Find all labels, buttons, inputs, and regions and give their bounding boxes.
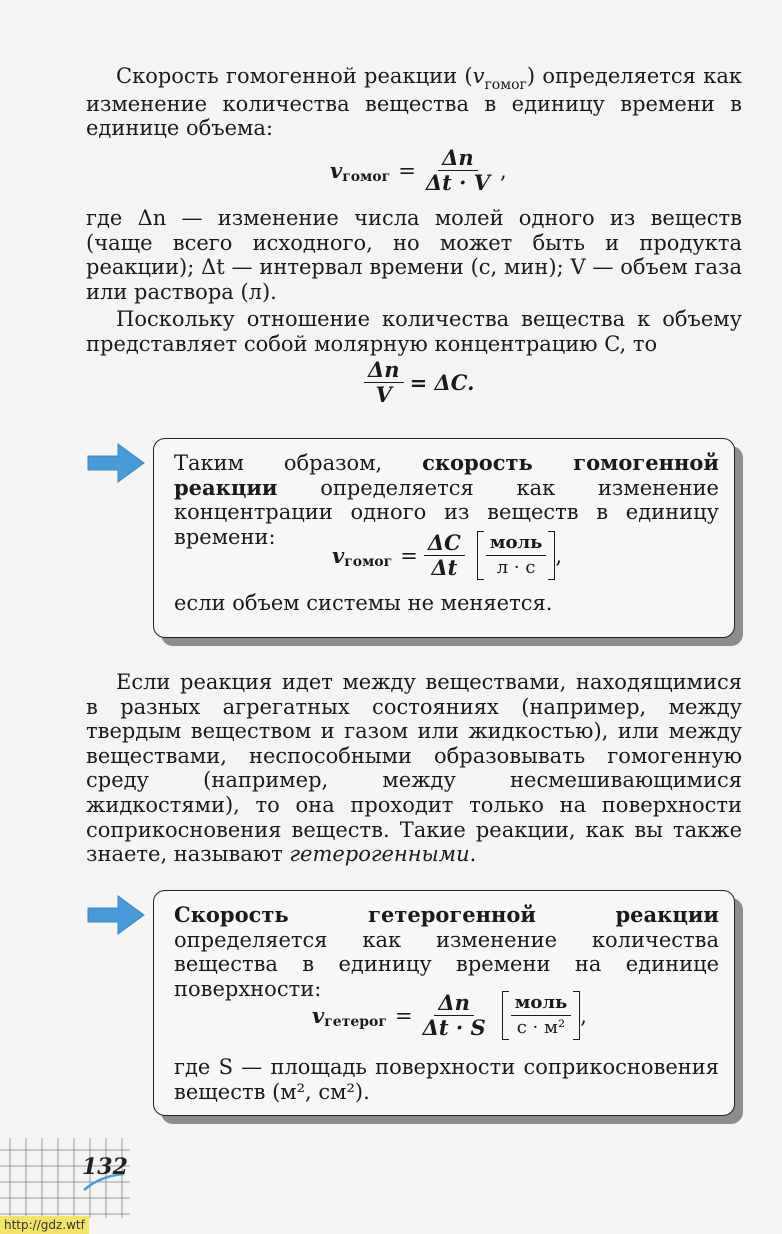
f2-denominator: V <box>375 382 392 407</box>
box2-rest: определяется как изменение количества вещества в единицу времени на единице поверхности: <box>174 927 719 1001</box>
f2-rhs: = ΔC. <box>409 370 475 395</box>
box2-formula-numerator: Δn <box>434 991 474 1016</box>
box2-unit-denominator: с · м² <box>516 1017 566 1038</box>
p1-text-after: ) определяется как изменение количества вещества в единицу времени в единице объема: <box>86 64 743 141</box>
box1-intro: Таким образом, <box>174 451 423 475</box>
watermark-link[interactable]: http://gdz.wtf <box>0 1216 89 1234</box>
formula-homogeneous-volume <box>330 146 507 195</box>
box2-bold-term: Скорость гетерогенной реакции <box>174 902 719 927</box>
box2-formula <box>312 991 587 1040</box>
paragraph-heterogeneous <box>86 670 742 867</box>
box2-footer: где S — площадь поверхности соприкосновения веществ (м², см²). <box>174 1055 719 1104</box>
f1-fraction <box>422 146 494 195</box>
box1-rest: определяется как изменение концентрации одного из веществ в единицу времени: <box>174 475 719 549</box>
box1-bold-term: скорость гомогенной реакции <box>174 450 719 500</box>
box2-unit-fraction <box>511 991 572 1040</box>
box1-footer: если объем системы не меняется. <box>174 591 553 615</box>
box1-formula-denominator: Δt <box>431 555 458 580</box>
box1-formula-numerator: ΔC <box>424 531 465 556</box>
box1-formula-tail: , <box>555 543 563 568</box>
box2-formula-fraction <box>419 991 490 1040</box>
f2-fraction <box>364 358 404 407</box>
f1-denominator: Δt · V <box>425 170 491 195</box>
p1-text-before: Скорость гомогенной реакции ( <box>116 64 473 88</box>
p1-v-subscript: гомог <box>484 77 527 93</box>
f1-eq: = <box>398 158 416 183</box>
box1-formula-eq: = <box>400 543 418 568</box>
box2-formula-tail: , <box>580 1003 587 1028</box>
f1-numerator: Δn <box>438 146 478 171</box>
box2-formula-denominator: Δt · S <box>422 1015 486 1040</box>
box1-formula <box>332 531 562 580</box>
f1-lhs: v <box>330 158 343 183</box>
paragraph-homogeneous-rate <box>86 64 742 141</box>
definition-box-heterogeneous <box>153 890 735 1116</box>
box1-formula-fraction <box>424 531 465 580</box>
p4-main-text: Если реакция идет между веществами, находящимися в разных агрегатных состояниях (например, между твердым веществом и газом или жидкостью), или между веществами, неспособными образовывать гомогенную среду (например, между несмешивающимися жидкостями), то она проходит только на поверхности соприкосновения веществ. Такие реакции, как вы также знаете, называют <box>86 670 742 867</box>
box1-formula-lhs-sub: гомог <box>344 553 393 570</box>
box1-unit-fraction <box>486 531 547 580</box>
right-arrow-icon <box>86 440 146 486</box>
box2-text <box>174 903 719 1001</box>
box1-unit-brackets <box>477 531 556 580</box>
f2-numerator: Δn <box>364 358 404 383</box>
box2-formula-lhs: v <box>312 1003 325 1028</box>
p4-term: гетерогенными <box>289 842 470 867</box>
box2-formula-eq: = <box>394 1003 413 1028</box>
box2-unit-numerator: моль <box>511 991 572 1016</box>
box2-unit-brackets <box>502 991 581 1040</box>
box2-formula-lhs-sub: гетерог <box>324 1013 387 1030</box>
f1-lhs-sub: гомог <box>342 168 391 185</box>
page-number: 132 <box>82 1154 128 1180</box>
p1-v-symbol: v <box>472 64 485 88</box>
f1-tail: , <box>500 158 507 183</box>
box1-unit-denominator: л · с <box>496 557 536 578</box>
right-arrow-icon <box>86 892 146 938</box>
definition-box-homogeneous <box>153 438 735 638</box>
p4-end: . <box>469 842 477 867</box>
paragraph-definitions: где Δn — изменение числа молей одного из веществ (чаще всего исходного, но может быть и продукта реакции); Δt — интервал времени (с, мин); V — объем газа или раствора (л). <box>86 206 742 304</box>
box1-unit-numerator: моль <box>486 531 547 556</box>
formula-concentration <box>358 358 474 407</box>
box1-formula-lhs: v <box>332 543 345 568</box>
paragraph-molar-concentration: Поскольку отношение количества вещества к объему представляет собой молярную концентрацию C, то <box>86 307 742 356</box>
